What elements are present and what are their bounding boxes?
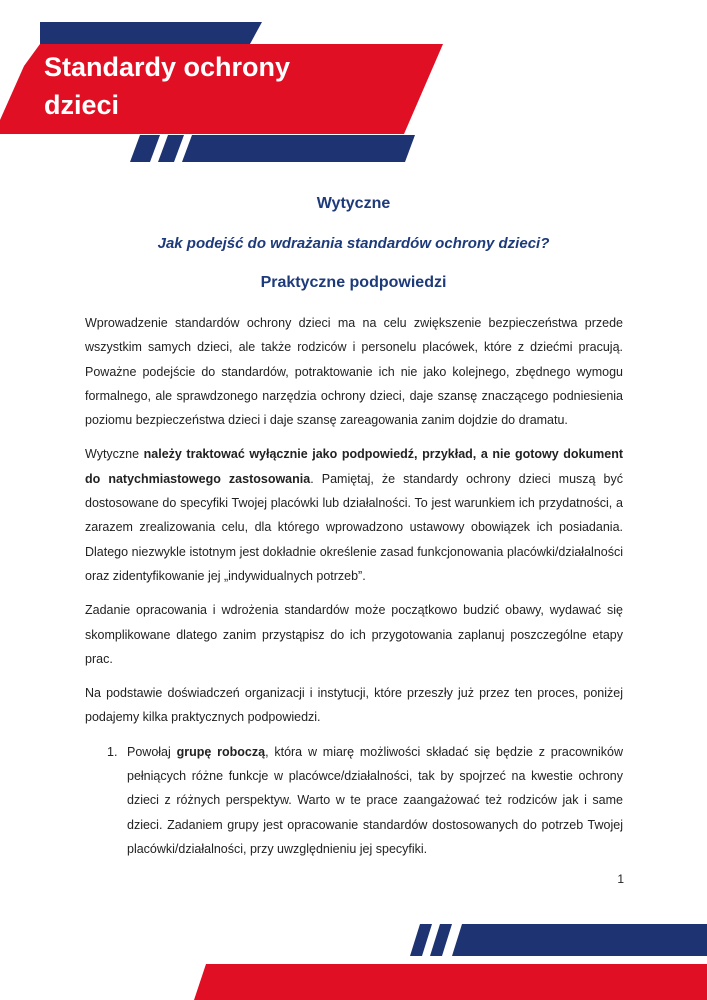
- heading-practical-tips: Praktyczne podpowiedzi: [260, 274, 447, 291]
- document-title: [44, 48, 344, 124]
- list-item: [85, 740, 623, 861]
- footer-navy-stripe-small-1: [410, 924, 432, 956]
- heading-guidelines: Wytyczne: [316, 195, 391, 212]
- p2-pre: Wytyczne: [85, 447, 144, 462]
- p2-post: . Pamiętaj, że standardy ochrony dzieci muszą być dostosowane do specyfiki Twojej placówki lub działalności. To jest warunkiem ich przydatności, a zarazem zrealizowania celu, dla którego wprowadzono ustawowy obowiązek ich posiadania. Dlatego niezwykle istotnym jest dokładnie określenie zasad funkcjonowania placówki/działalności oraz zidentyfikowanie jej „indywidualnych potrzeb”.: [85, 471, 624, 583]
- banner-navy-stripe-mid: [158, 135, 184, 162]
- list-item-post: , która w miarę możliwości składać się będzie z pracowników pełniących różne funkcje w placówce/działalności, tak by spojrzeć na kwestie ochrony dzieci z różnych perspektyw. Warto w te prace zaangażować też rodziców jak i same dzieci. Zadaniem grupy jest opracowanie standardów dostosowanych do potrzeb Twojej placówki/działalności, przy uwzględnieniu jej specyfiki.: [127, 744, 624, 856]
- footer-navy-stripe-long: [452, 924, 707, 956]
- p2-bold: należy traktować wyłącznie jako podpowiedź, przykład, a nie gotowy dokument do natychmiastowego zastosowania: [85, 447, 623, 486]
- title-line-2: dzieci: [44, 90, 120, 120]
- list-item-bold: grupę roboczą: [176, 744, 266, 759]
- subheading-question: Jak podejść do wdrażania standardów ochrony dzieci?: [157, 235, 550, 252]
- page-number: 1: [617, 872, 624, 886]
- footer-red-shape: [194, 964, 707, 1000]
- body-content: [85, 311, 623, 861]
- footer-navy-stripe-small-2: [430, 924, 452, 956]
- paragraph-intro: Wprowadzenie standardów ochrony dzieci ma na celu zwiększenie bezpieczeństwa przede wszystkim samych dzieci, ale także rodziców i personelu placówek, które z dziećmi pracują. Poważne podejście do standardów, potraktowanie ich nie jako kolejnego, zbędnego wymogu formalnego, ale sprawdzonego narzędzia ochrony dzieci, daje szansę znaczącego podniesienia poziomu bezpieczeństwa dzieci i daje szansę zareagowania zanim dojdzie do dramatu.: [85, 316, 623, 428]
- banner-navy-stripe-top: [40, 22, 262, 44]
- footer-banner: [0, 920, 707, 1000]
- paragraph-experience: Na podstawie doświadczeń organizacji i instytucji, które przeszły już przez ten proces, poniżej podajemy kilka praktycznych podpowiedzi.: [85, 686, 623, 725]
- paragraph-guidelines-note: [85, 442, 623, 588]
- banner-navy-stripe-small: [130, 135, 160, 162]
- banner-navy-stripe-long: [182, 135, 415, 162]
- list-item-number: 1.: [107, 744, 118, 759]
- title-line-1: Standardy ochrony: [44, 52, 291, 82]
- list-item-pre: Powołaj: [127, 744, 177, 759]
- paragraph-task: Zadanie opracowania i wdrożenia standardów może początkowo budzić obawy, wydawać się skomplikowane dlatego zanim przystąpisz do ich przygotowania zaplanuj poszczególne etapy prac.: [85, 603, 623, 666]
- tips-list: [85, 740, 623, 861]
